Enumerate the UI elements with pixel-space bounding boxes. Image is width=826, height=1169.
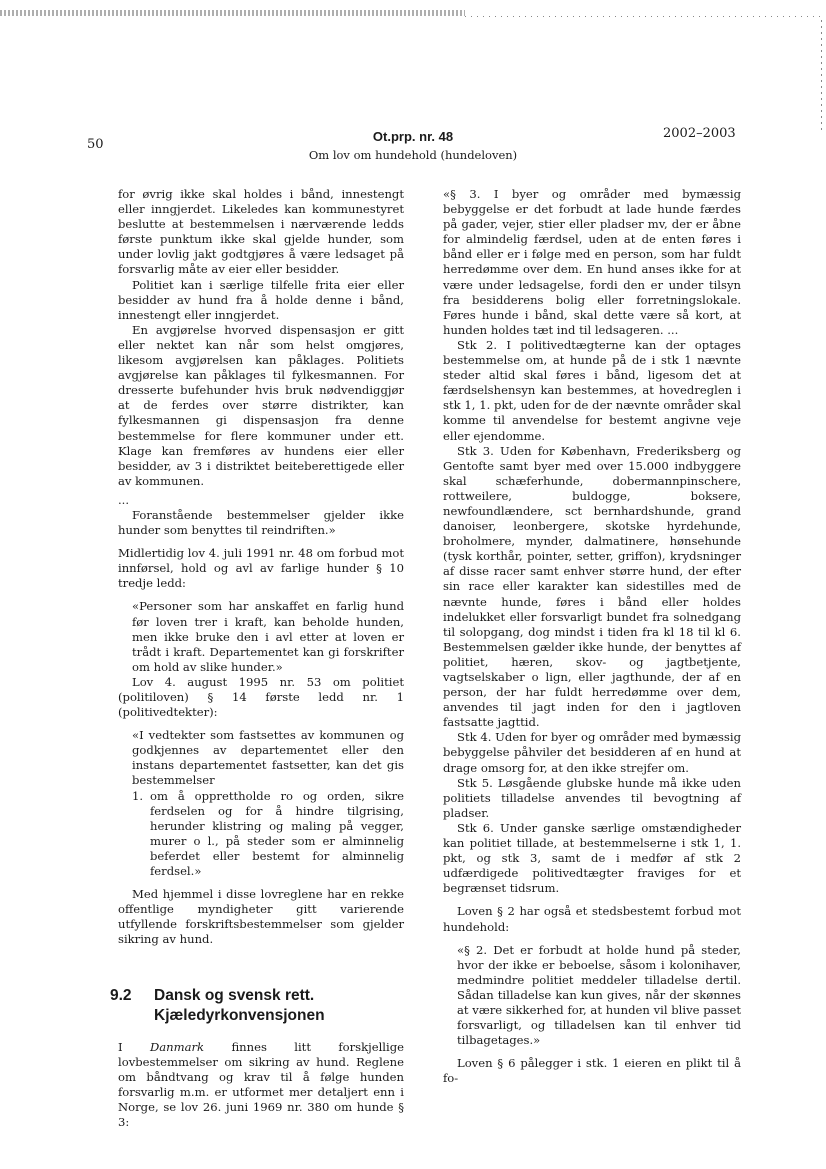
right-column [443, 187, 741, 1086]
paragraph: Loven § 2 har også et stedsbestemt forbud mot hundehold: [443, 904, 741, 934]
document-title: Ot.prp. nr. 48 [372, 129, 454, 144]
quote: «I vedtekter som fastsettes av kommunen og godkjennes av departementet eller den instans departementet fastsetter, kan det gis bestemmelser [132, 728, 404, 788]
text-fragment: I [118, 1039, 150, 1054]
paragraph: Lov 4. august 1995 nr. 53 om politiet (politiloven) § 14 første ledd nr. 1 (politivedtekter): [118, 674, 404, 720]
section-number: 9.2 [110, 986, 132, 1004]
quote: «§ 2. Det er forbudt at holde hund på steder, hvor der ikke er beboelse, såsom i kolonihaver, medmindre politiet meddeler tilladelse dertil. Sådan tilladelse kan kun gives, når der skønnes at være sikkerhed for, at hunden vil blive passet forsvarligt, og tilladelsen kan til enhver tid tilbagetages.» [457, 942, 741, 1048]
paragraph: En avgjørelse hvorved dispensasjon er gitt eller nektet kan når som helst omgjøres, likesom avgjørelsen kan påklages. Politiets avgjørelse kan påklages til fylkesmannen. For dresserte bufehunder hvis bruk nødvendiggjør at de ferdes over større distrikter, kan fylkesmannen gi dispensasjon fra denne bestemmelse for flere kommuner under ett. Klage kan fremføres av hundens eier eller besidder, av 3 i distriktet beiteberettigede eller av kommunen. [118, 322, 404, 488]
quote: «Personer som har anskaffet en farlig hund før loven trer i kraft, kan beholde hunden, men ikke bruke den i avl etter at loven er trådt i kraft. Departementet kan gi forskrifter om hold av slike hunder.» [132, 599, 404, 674]
paragraph [118, 1040, 404, 1131]
left-column [110, 187, 405, 1130]
section-heading [110, 986, 404, 1026]
quote: «§ 3. I byer og områder med bymæssig bebyggelse er det forbudt at lade hunde færdes på gader, vejer, stier eller pladser mv, der er åbne for almindelig færdsel, uden at de enten føres i bånd eller er i følge med en person, som har fuldt herredømme over dem. En hund anses ikke for at være under ledsagelse, fordi den er under tilsyn fra besidderens bolig eller forretningslokale. Føres hunde i bånd, skal dette være så kort, at hunden holdes tæt ind til ledsageren. ... [443, 187, 741, 337]
item-number: 1. [132, 788, 144, 803]
paragraph: Stk 6. Under ganske særlige omstændigheder kan politiet tillade, at bestemmelserne i stk 1, 1. pkt, og stk 3, samt de i medfør af stk 2 udfærdigede politivedtægter fraviges for et begrænset tidsrum. [443, 820, 741, 896]
session-year: 2002–2003 [663, 126, 736, 141]
document-subtitle: Om lov om hundehold (hundeloven) [308, 148, 518, 162]
scan-artifact-right [821, 20, 822, 130]
page-header [0, 126, 826, 166]
numbered-item [132, 789, 404, 880]
text-fragment: finnes litt forskjellige lovbestemmelser om sikring av hund. Reglene om båndtvang og krav til å følge hunden forsvarlig m.m. er utformet mer detaljert enn i Norge, se lov 26. juni 1969 nr. 380 om hunde § 3: [118, 1039, 405, 1129]
paragraph: Loven § 6 pålegger i stk. 1 eieren en plikt til å fo- [443, 1056, 741, 1086]
scan-artifact-dots [465, 16, 825, 17]
section-title: Dansk og svensk rett. Kjæledyrkonvensjonen [154, 986, 325, 1024]
paragraph: Politiet kan i særlige tilfelle frita eier eller besidder av hund fra å holde denne i bånd, innestengt eller inngjerdet. [118, 277, 404, 322]
paragraph: Med hjemmel i disse lovreglene har en rekke offentlige myndigheter gitt varierende utfyllende forskriftsbestemmelser som gjelder sikring av hund. [118, 887, 404, 947]
paragraph: Foranstående bestemmelser gjelder ikke hunder som benyttes til reindriften.» [118, 507, 404, 538]
paragraph: for øvrig ikke skal holdes i bånd, innestengt eller inngjerdet. Likeledes kan kommunestyret beslutte at bestemmelsen i nærværende ledds første punktum ikke skal gjelde hunder, som under lovlig jakt godtgjøres å være ledsaget på forsvarlig måte av eier eller besidder. [118, 187, 404, 277]
page-number: 50 [87, 137, 104, 152]
ellipsis: ... [118, 492, 130, 507]
item-text: om å opprettholde ro og orden, sikre ferdselen og for å hindre tilgrising, herunder klistring og maling på vegger, murer o l., på steder som er alminnelig beferdet eller bestemt for alminnelig ferdsel.» [150, 788, 404, 879]
country-name: Danmark [149, 1039, 205, 1054]
paragraph: Stk 3. Uden for København, Frederiksberg og Gentofte samt byer med over 15.000 indbyggere skal schæferhunde, dobermannpinschere, rottweilere, buldogge, boksere, newfoundlændere, sct bernhardshunde, grand danoiser, leonbergere, skotske hyrdehunde, broholmere, mynder, dalmatinere, hønsehunde (tysk korthår, pointer, setter, griffon), krydsninger af disse racer samt enhver større hund, der efter sin race eller karakter kan sidestilles med de nævnte hunde, føres i bånd eller holdes indelukket eller forsvarligt bundet fra solnedgang til solopgang, dog mindst i tiden fra kl 18 til kl 6. Bestemmelsen gælder ikke hunde, der benyttes af politiet, hæren, skov- og jagtbetjente, vagtselskaber o lign, eller jagthunde, der af en person, der har fuldt herredømme over dem, anvendes til jagt inden for den i jagtloven fastsatte jagttid. [443, 443, 741, 730]
scan-artifact-top [0, 10, 465, 16]
paragraph: Stk 5. Løsgående glubske hunde må ikke uden politiets tilladelse anvendes til bevogtning af pladser. [443, 775, 741, 820]
paragraph: Midlertidig lov 4. juli 1991 nr. 48 om forbud mot innførsel, hold og avl av farlige hunder § 10 tredje ledd: [118, 546, 404, 591]
paragraph: Stk 4. Uden for byer og områder med bymæssig bebyggelse påhviler det besidderen af en hund at drage omsorg for, at den ikke strejfer om. [443, 730, 741, 775]
paragraph: Stk 2. I politivedtægterne kan der optages bestemmelse om, at hunde på de i stk 1 nævnte steder altid skal føres i bånd, ligesom det at færdselshensyn kan bestemmes, at hovedreglen i stk 1, 1. pkt, uden for de der nævnte områder skal komme til anvendelse for bestemt angivne veje eller ejendomme. [443, 337, 741, 443]
